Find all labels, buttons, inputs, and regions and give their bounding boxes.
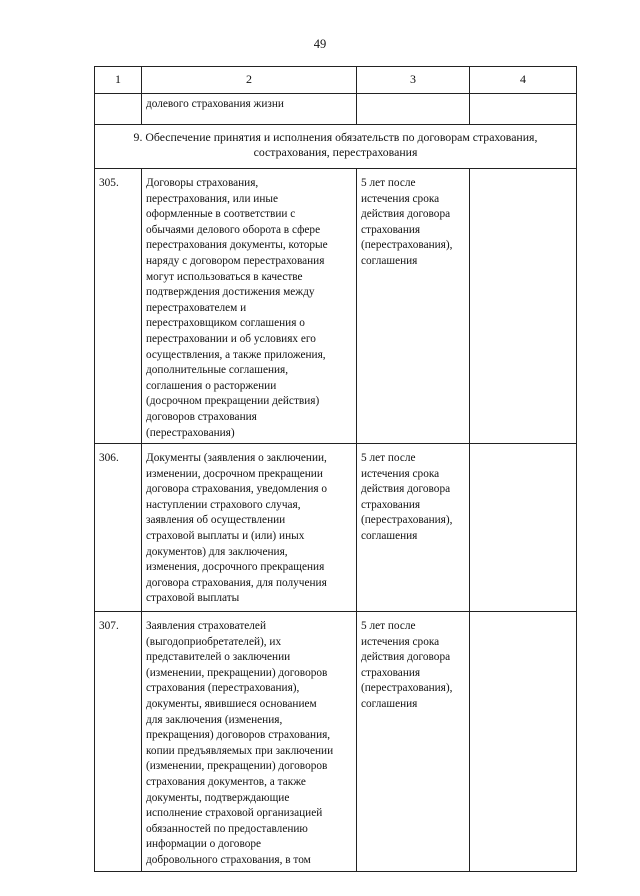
description-cell: Заявления страхователей (выгодоприобретателей), их представителей о заключении (изменении, прекращении) договоров страхования (перестрахования), документы, явившиеся основанием для заключения (изменения, прекращения) договоров страхования, копии предъявляемых при заключении (изменении, прекращении) договоров страхования документов, а также документы, подтверждающие исполнение страховой организацией обязанностей по предоставлению информации о договоре добровольного страхования, в том bbox=[142, 612, 357, 872]
column-header-1: 1 bbox=[95, 67, 142, 94]
row-number-cell: 307. bbox=[95, 612, 142, 872]
page-number: 49 bbox=[313, 37, 327, 51]
records-table bbox=[94, 66, 577, 872]
note-cell bbox=[470, 612, 577, 872]
retention-period-cell: 5 лет после истечения срока действия договора страхования (перестрахования), соглашения bbox=[357, 612, 470, 872]
retention-period-cell: 5 лет после истечения срока действия договора страхования (перестрахования), соглашения bbox=[357, 169, 470, 444]
note-cell bbox=[470, 444, 577, 612]
description-cell: Документы (заявления о заключении, изменении, досрочном прекращении договора страхования, уведомления о наступлении страхового случая, заявления об осуществлении страховой выплаты и (или) иных документов) для заключения, изменения, досрочного прекращения договора страхования, для получения страховой выплаты bbox=[142, 444, 357, 612]
description-cell: Договоры страхования, перестрахования, или иные оформленные в соответствии с обычаями делового оборота в сфере перестрахования документы, которые наряду с договором перестрахования могут использоваться в качестве подтверждения достижения между перестрахователем и перестраховщиком соглашения о перестраховании и об условиях его осуществления, а также приложения, дополнительные соглашения, соглашения о расторжении (досрочном прекращении действия) договоров страхования (перестрахования) bbox=[142, 169, 357, 444]
table-row bbox=[95, 444, 577, 612]
description-cell: долевого страхования жизни bbox=[142, 94, 357, 125]
note-cell bbox=[470, 94, 577, 125]
continuation-row bbox=[95, 94, 577, 125]
retention-period-cell: 5 лет после истечения срока действия договора страхования (перестрахования), соглашения bbox=[357, 444, 470, 612]
table-row bbox=[95, 612, 577, 872]
row-number-cell bbox=[95, 94, 142, 125]
column-header-4: 4 bbox=[470, 67, 577, 94]
section-heading-row bbox=[95, 125, 577, 169]
note-cell bbox=[470, 169, 577, 444]
column-header-2: 2 bbox=[142, 67, 357, 94]
column-header-3: 3 bbox=[357, 67, 470, 94]
section-title: 9. Обеспечение принятия и исполнения обязательств по договорам страхования, сострахования, перестрахования bbox=[95, 125, 577, 169]
row-number-cell: 305. bbox=[95, 169, 142, 444]
table-header-row bbox=[95, 67, 577, 94]
row-number-cell: 306. bbox=[95, 444, 142, 612]
retention-period-cell bbox=[357, 94, 470, 125]
table-row bbox=[95, 169, 577, 444]
